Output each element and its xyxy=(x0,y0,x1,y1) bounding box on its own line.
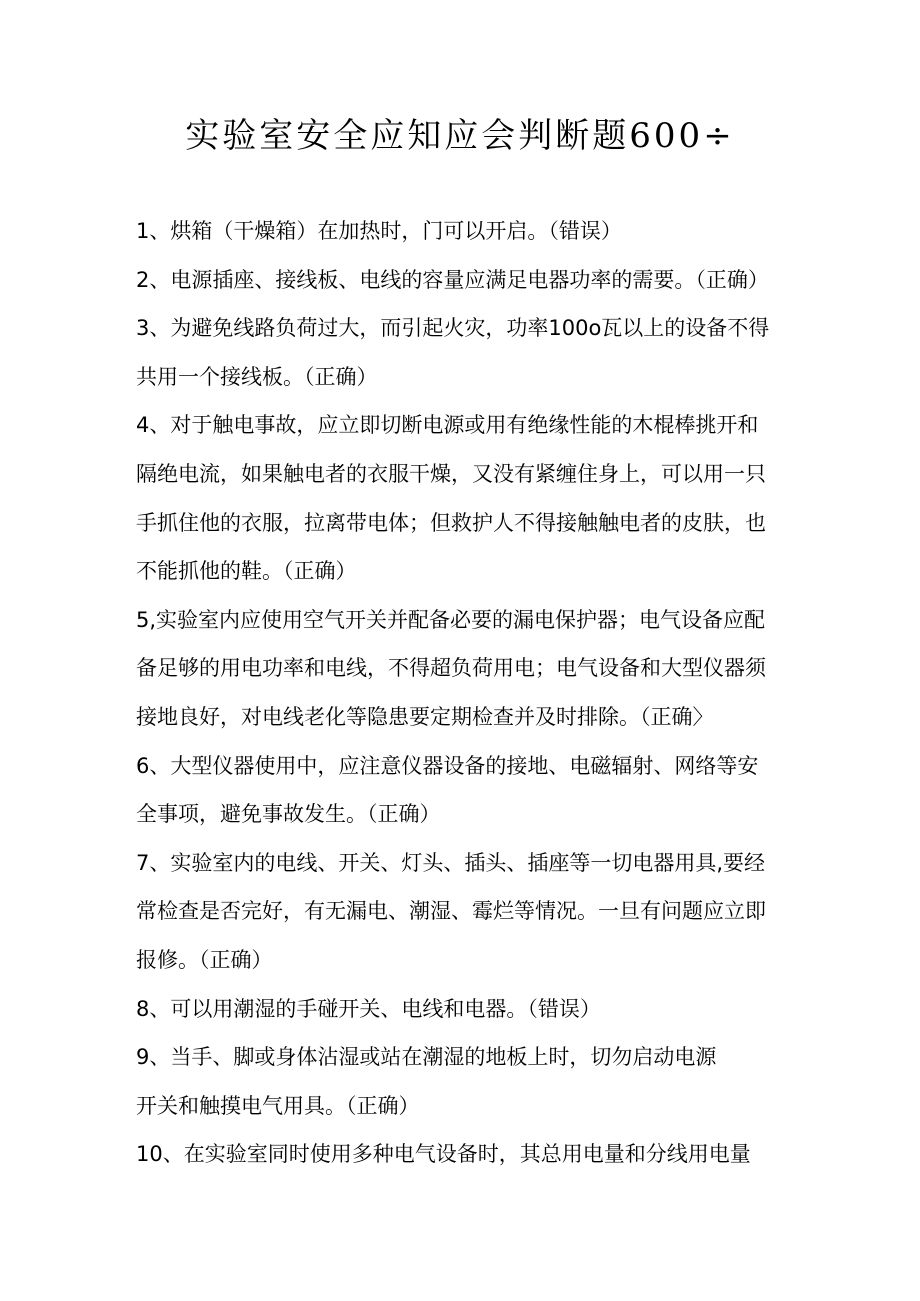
text-line: 9、当手、脚或身体沾湿或站在潮湿的地板上时，切勿启动电源 xyxy=(136,1045,717,1070)
text-line: 手抓住他的衣服，拉离带电体；但救护人不得接触触电者的皮肤，也 xyxy=(136,510,766,535)
text-line: 不能抓他的鞋。（正确） xyxy=(136,559,357,584)
text-line: 8、可以用潮湿的手碰开关、电线和电器。（错误） xyxy=(136,996,601,1021)
text-line: 6、大型仪器使用中，应注意仪器设备的接地、电磁辐射、网络等安 xyxy=(136,753,759,778)
text-line: 常检查是否完好，有无漏电、潮湿、霉烂等情况。一旦有问题应立即 xyxy=(136,899,766,924)
text-line: 3、为避免线路负荷过大，而引起火灾，功率100o瓦以上的设备不得 xyxy=(136,316,770,341)
text-line: 2、电源插座、接线板、电线的容量应满足电器功率的需要。（正确） xyxy=(136,267,769,292)
text-line: 共用一个接线板。（正确） xyxy=(136,364,378,389)
text-line: 4、对于触电事故，应立即切断电源或用有绝缘性能的木棍棒挑开和 xyxy=(136,413,759,438)
text-line: 隔绝电流，如果触电者的衣服干燥，又没有紧缠住身上，可以用一只 xyxy=(136,461,766,486)
text-line: 1、烘箱（干燥箱）在加热时，门可以开启。（错误） xyxy=(136,219,622,243)
text-line: 10、在实验室同时使用多种电气设备时，其总用电量和分线用电量 xyxy=(136,1142,751,1167)
document-title: 实验室安全应知应会判断题600÷ xyxy=(185,116,735,156)
text-line: 开关和触摸电气用具。（正确） xyxy=(136,1093,420,1118)
text-line: 接地良好，对电线老化等隐患要定期检查并及时排除。（正确〉 xyxy=(136,704,714,729)
document-body xyxy=(136,207,796,1179)
text-line: 全事项，避免事故发生。（正确） xyxy=(136,802,441,827)
text-line: 报修。（正确） xyxy=(136,947,273,972)
text-line: 7、实验室内的电线、开关、灯头、插头、插座等一切电器用具,要经 xyxy=(136,850,766,875)
text-line: 5,实验室内应使用空气开关并配备必要的漏电保护器；电气设备应配 xyxy=(136,607,766,632)
text-line: 备足够的用电功率和电线，不得超负荷用电；电气设备和大型仪器须 xyxy=(136,656,766,681)
